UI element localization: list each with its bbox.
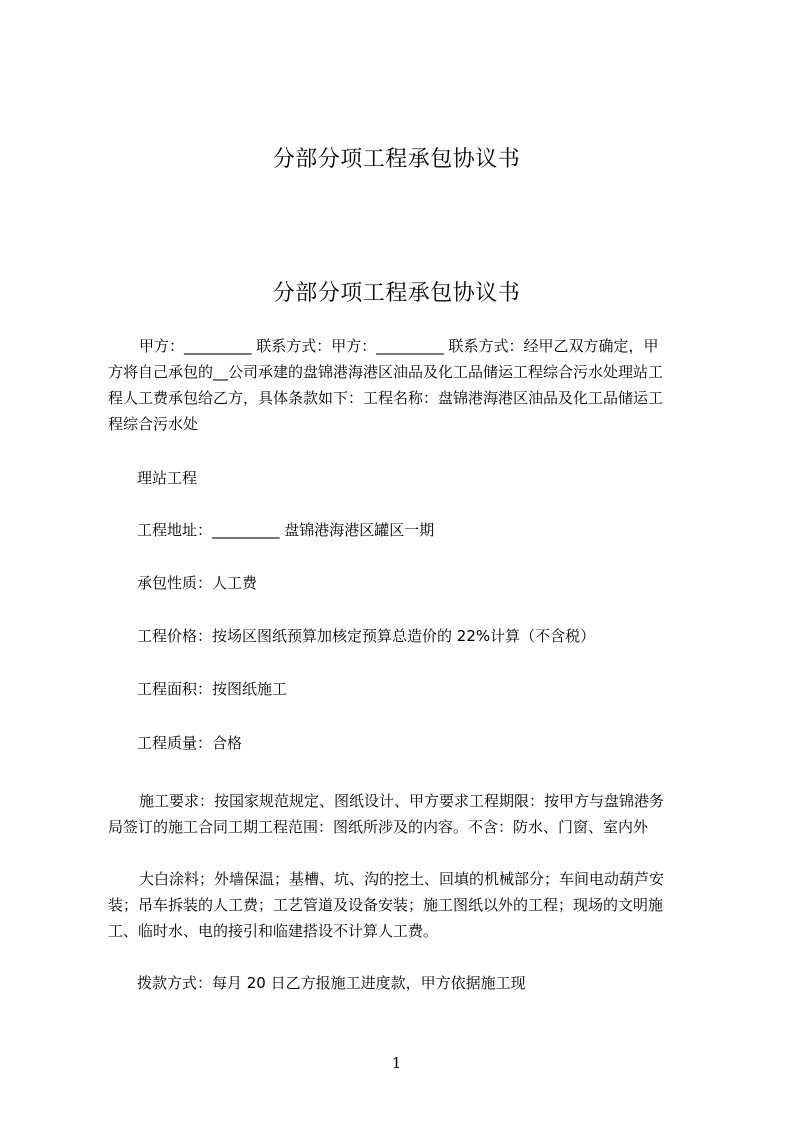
project-quality: 工程质量：合格	[137, 734, 243, 752]
construction-requirements	[108, 788, 708, 840]
requirements-line: 施工要求：按国家规范规定、图纸设计、甲方要求工程期限：按甲方与盘锦港务	[139, 792, 665, 810]
project-name-continuation: 理站工程	[137, 469, 198, 487]
intro-paragraph	[108, 333, 708, 437]
intro-line: 程人工费承包给乙方，具体条款如下：工程名称：盘锦港海港区油品及化工品储运工	[108, 389, 664, 407]
page-number: 1	[391, 1054, 402, 1072]
payment-method: 拨款方式：每月 20 日乙方报施工进度款，甲方依据施工现	[137, 974, 526, 992]
requirements-line: 局签订的施工合同工期工程范围：图纸所涉及的内容。不含：防水、门窗、室内外	[108, 818, 649, 836]
project-address: 工程地址：_________ 盘锦港海港区罐区一期	[137, 521, 435, 539]
project-price: 工程价格：按场区图纸预算加核定预算总造价的 22%计算（不含税）	[137, 627, 596, 645]
exclusions-line: 工、临时水、电的接引和临建搭设不计算人工费。	[108, 922, 439, 940]
main-title: 分部分项工程承包协议书	[272, 281, 521, 306]
contract-nature: 承包性质：人工费	[137, 574, 258, 592]
intro-line: 甲方：_________ 联系方式：甲方：_________ 联系方式：经甲乙双方确定，甲	[139, 337, 659, 355]
scope-exclusions	[108, 866, 708, 944]
intro-line: 方将自己承包的__公司承建的盘锦港海港区油品及化工品储运工程综合污水处理站工	[108, 363, 664, 381]
intro-line: 程综合污水处	[108, 415, 199, 433]
exclusions-line: 大白涂料；外墙保温；基槽、坑、沟的挖土、回填的机械部分；车间电动葫芦安	[139, 870, 665, 888]
project-area: 工程面积：按图纸施工	[137, 680, 288, 698]
cover-title: 分部分项工程承包协议书	[272, 147, 521, 172]
exclusions-line: 装；吊车拆装的人工费；工艺管道及设备安装；施工图纸以外的工程；现场的文明施	[108, 896, 664, 914]
